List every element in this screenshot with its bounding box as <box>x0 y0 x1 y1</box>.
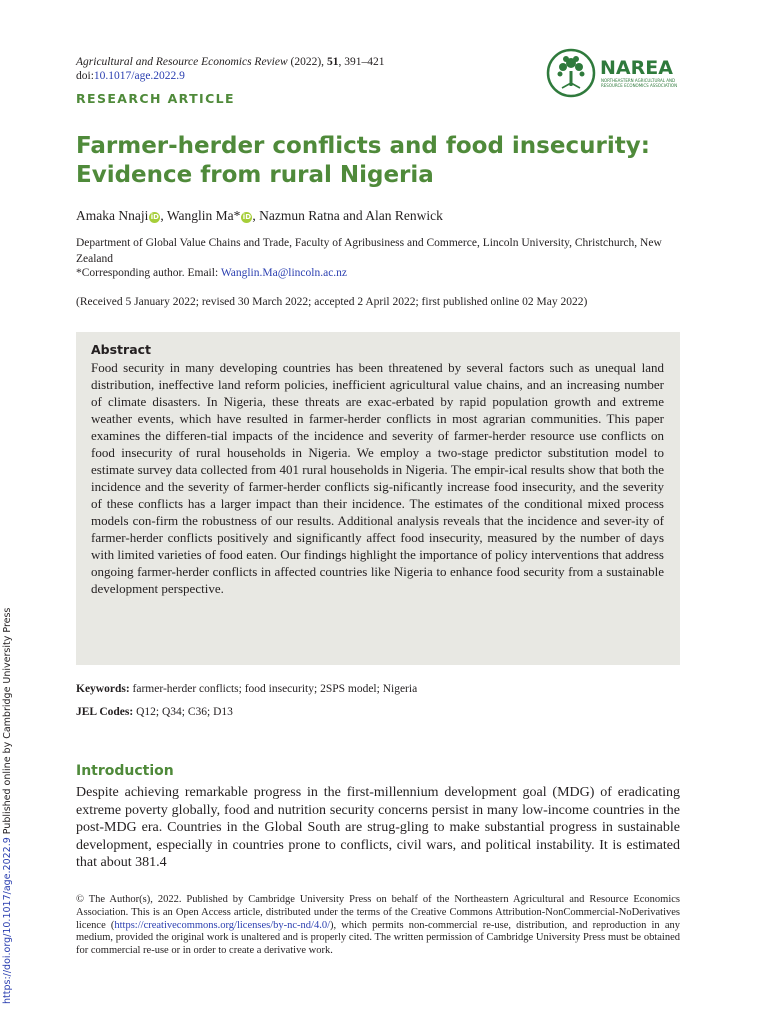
journal-volume: 51 <box>326 56 339 68</box>
corresponding-label: *Corresponding author. Email: <box>76 267 221 279</box>
received-dates: (Received 5 January 2022; revised 30 March 2022; accepted 2 April 2022; first published online 02 May 2022) <box>76 296 588 308</box>
side-doi-note <box>2 608 13 1004</box>
introduction-text: Despite achieving remarkable progress in the first-millennium development goal (MDG) of eradicating extreme poverty globally, food and nutrition security concerns persist in many low-income countries in the post-MDG era. Countries in the Global South are strug-gling to make substantial progress in sustainable development, especially in countries prone to conflicts, civil wars, and political instability. It is estimated that about 381.4 <box>76 785 680 870</box>
abstract-text: Food security in many developing countries has been threatened by several factors such as unequal land distribution, ineffective land reform policies, inefficient agricultural value chains, and an increasing number of climate disasters. In Nigeria, these threats are exac-erbated by rapid population growth and extreme weather events, which have resulted in farmer-herder conflicts in most agrarian communities. This paper examines the differen-tial impacts of the incidence and severity of farmer-herder resource use conflicts on food insecurity of rural households in Nigeria. We employ a two-stage predictor substitution model to estimate survey data collected from 401 rural households in Nigeria. The empir-ical results show that both the incidence and the severity of farmer-herder conflicts sig-nificantly increase food insecurity, and the severity of these conflicts has a larger impact than their incidence. The estimates of the conditional mixed process models con-firm the robustness of our results. Additional analysis reveals that the incidence and sever-ity of farmer-herder conflicts positively and significantly affect food insecurity, measured by the number of days with limited varieties of food eaten. Our findings highlight the importance of policy interventions that address ongoing farmer-herder conflicts in affected countries like Nigeria to enhance food security from a sustainable development perspective. <box>91 360 664 596</box>
article-type-label: RESEARCH ARTICLE <box>76 91 235 106</box>
journal-citation <box>76 55 384 69</box>
tree-icon <box>558 56 585 88</box>
email-link[interactable]: Wanglin.Ma@lincoln.ac.nz <box>220 267 348 279</box>
author-name: Amaka Nnaji <box>76 208 149 223</box>
narea-logo <box>546 47 686 99</box>
keywords-value: farmer-herder conflicts; food insecurity; 2SPS model; Nigeria <box>129 683 418 695</box>
jel-codes <box>76 706 233 718</box>
logo-tagline-1: NORTHEASTERN AGRICULTURAL AND <box>601 78 676 83</box>
affiliation: Department of Global Value Chains and Trade, Faculty of Agribusiness and Commerce, Lincoln University, Christchurch, New Zealand <box>76 237 662 265</box>
doi-line <box>76 69 185 83</box>
introduction-heading: Introduction <box>76 763 174 779</box>
license-link[interactable]: https://creativecommons.org/licenses/by-nc-nd/4.0/ <box>114 919 330 931</box>
jel-value: Q12; Q34; C36; D13 <box>133 706 233 718</box>
orcid-icon[interactable]: iD <box>150 213 159 221</box>
keywords-label: Keywords: <box>76 683 130 695</box>
journal-year: (2022), <box>287 56 327 68</box>
orcid-icon[interactable]: iD <box>242 213 252 221</box>
copyright-text-2: ), which permits non-commercial re-use, distribution, and reproduction in any medium, provided the original work is unaltered and is properly cited. The written permission of Cambridge University Press must be obtained for commercial re-use or in order to create a derivative work. <box>76 919 680 957</box>
author-names-rest: , Nazmun Ratna and Alan Renwick <box>252 208 443 223</box>
doi-prefix: doi: <box>76 70 94 82</box>
article-title: Farmer-herder conflicts and food insecurity: Evidence from rural Nigeria <box>76 133 650 188</box>
copyright-text-1: © The Author(s), 2022. Published by Cambridge University Press on behalf of the Northeastern Agricultural and Resource Economics Association. This is an Open Access article, distributed under the terms of the Creative Commons Attribution-NonCommercial-NoDerivatives licence ( <box>76 894 680 931</box>
author-list: Amaka Nnaji iD, Wanglin Ma* iD, Nazmun Ratna and Alan Renwick <box>76 208 443 223</box>
logo-name: NAREA <box>600 57 673 79</box>
side-doi-link[interactable]: https://doi.org/10.1017/age.2022.9 <box>2 837 13 1004</box>
abstract-heading: Abstract <box>91 342 152 357</box>
jel-label: JEL Codes: <box>76 706 134 718</box>
author-name: Wanglin Ma* <box>166 208 241 223</box>
journal-name: Agricultural and Resource Economics Review <box>76 56 288 68</box>
journal-pages: , 391–421 <box>338 56 385 68</box>
doi-link[interactable]: 10.1017/age.2022.9 <box>93 70 185 82</box>
side-published-text: Published online by Cambridge University Press <box>2 607 13 838</box>
keywords <box>76 683 417 695</box>
corresponding-author <box>76 267 347 279</box>
logo-tagline-2: RESOURCE ECONOMICS ASSOCIATION <box>601 83 678 88</box>
copyright-notice <box>76 894 680 958</box>
